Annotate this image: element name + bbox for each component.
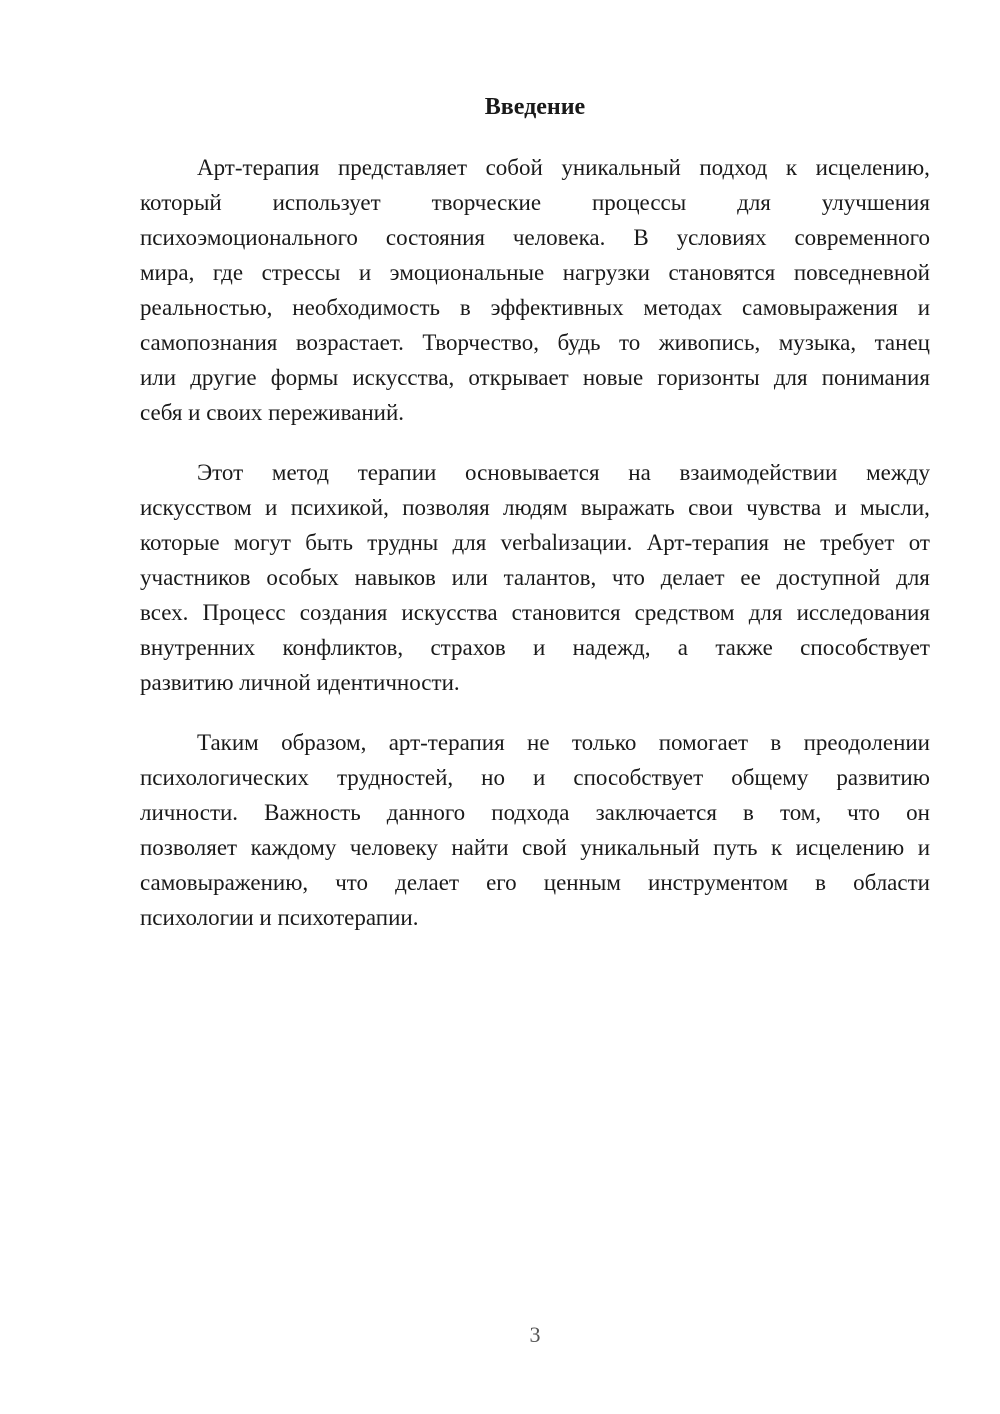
text-line: себя и своих переживаний.: [140, 400, 405, 425]
page-title: Введение: [484, 94, 586, 120]
text-line: который использует творческие процессы для улучшения: [140, 190, 930, 215]
text-line: психологии и психотерапии.: [140, 905, 419, 930]
paragraph-1: [140, 150, 930, 430]
text-line: развитию личной идентичности.: [140, 670, 460, 695]
text-line: Таким образом, арт-терапия не только помогает в преодолении: [197, 730, 930, 755]
paragraph-2: [140, 455, 930, 700]
text-line: реальностью, необходимость в эффективных методах самовыражения и: [140, 295, 930, 320]
text-line: самопознания возрастает. Творчество, будь то живопись, музыка, танец: [140, 330, 930, 355]
document-body: [140, 150, 930, 935]
text-line: или другие формы искусства, открывает новые горизонты для понимания: [140, 365, 930, 390]
page-number: 3: [529, 1322, 541, 1347]
text-line: которые могут быть трудны для verbalизации. Арт-терапия не требует от: [140, 530, 930, 555]
text-line: Этот метод терапии основывается на взаимодействии между: [197, 460, 930, 485]
text-line: самовыражению, что делает его ценным инструментом в области: [140, 870, 930, 895]
text-line: участников особых навыков или талантов, что делает ее доступной для: [140, 565, 930, 590]
text-line: психологических трудностей, но и способствует общему развитию: [140, 765, 930, 790]
text-line: искусством и психикой, позволяя людям выражать свои чувства и мысли,: [140, 495, 930, 520]
paragraph-3: [140, 725, 930, 935]
text-line: личности. Важность данного подхода заключается в том, что он: [140, 800, 930, 825]
text-line: психоэмоционального состояния человека. В условиях современного: [140, 225, 930, 250]
text-line: Арт-терапия представляет собой уникальный подход к исцелению,: [197, 155, 930, 180]
text-line: внутренних конфликтов, страхов и надежд, а также способствует: [140, 635, 930, 660]
text-line: мира, где стрессы и эмоциональные нагрузки становятся повседневной: [140, 260, 930, 285]
text-line: всех. Процесс создания искусства становится средством для исследования: [140, 600, 930, 625]
text-line: позволяет каждому человеку найти свой уникальный путь к исцелению и: [140, 835, 930, 860]
